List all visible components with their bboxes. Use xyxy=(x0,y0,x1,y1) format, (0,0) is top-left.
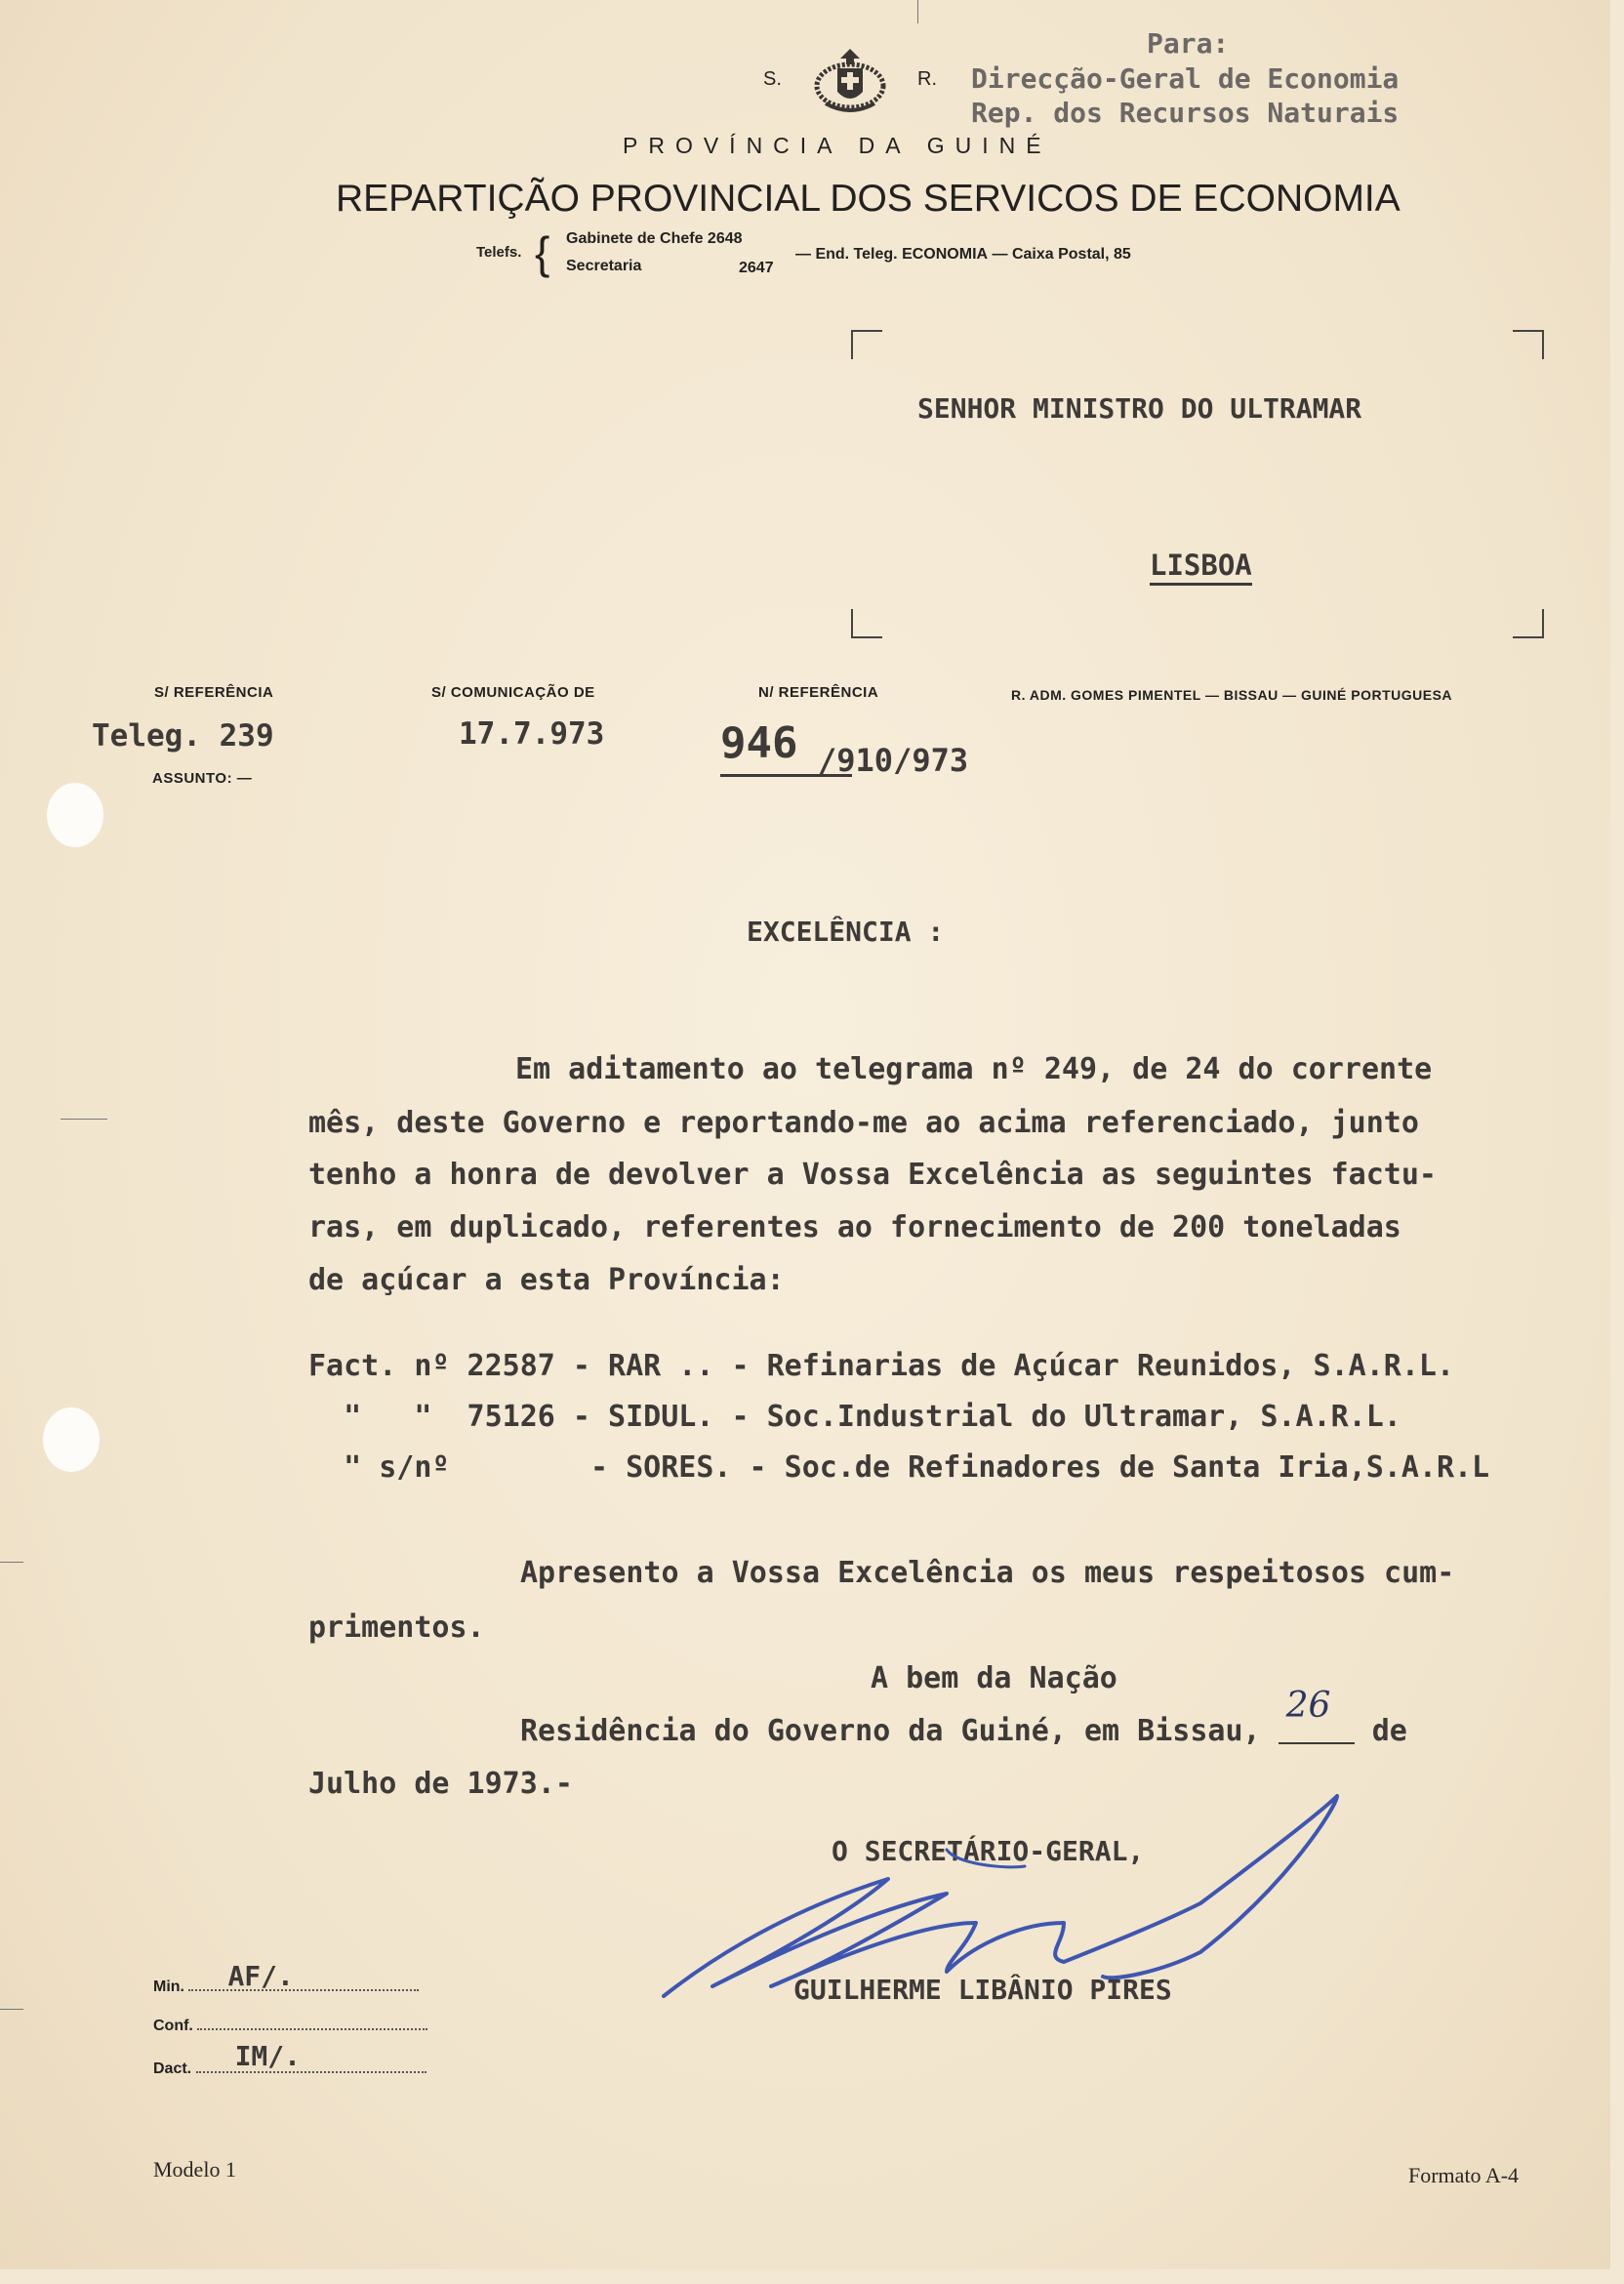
window-corner-br xyxy=(1513,609,1544,638)
s-com-label: S/ COMUNICAÇÃO DE xyxy=(431,684,595,701)
invoice-line-3: " s/nº - SORES. - Soc.de Refinadores de Santa Iria,S.A.R.L xyxy=(308,1450,1490,1485)
punch-hole-top xyxy=(47,783,103,847)
office-address: R. ADM. GOMES PIMENTEL — BISSAU — GUINÉ PORTUGUESA xyxy=(1011,687,1453,703)
crest-r: R. xyxy=(917,68,937,90)
signer-title: O SECRETÁRIO-GERAL, xyxy=(832,1835,1145,1867)
signer-name: GUILHERME LIBÂNIO PIRES xyxy=(793,1974,1172,2006)
gabinete-line: Gabinete de Chefe 2648 xyxy=(566,230,743,247)
n-ref-number: 946 xyxy=(720,718,852,777)
conf-label: Conf. xyxy=(153,2018,193,2034)
para2-line-2: primentos. xyxy=(308,1611,485,1645)
conf-row xyxy=(153,2013,427,2035)
window-corner-tr xyxy=(1513,330,1544,359)
para1-line-3: tenho a honra de devolver a Vossa Excelência as seguintes factu- xyxy=(308,1158,1437,1192)
crest-s: S. xyxy=(763,68,782,90)
margin-mark-3 xyxy=(0,2009,23,2010)
telefs-label: Telefs. xyxy=(476,244,522,261)
n-ref-label: N/ REFERÊNCIA xyxy=(758,684,879,701)
para-line-2: Rep. dos Recursos Naturais xyxy=(971,97,1400,129)
teleg-word: ECONOMIA xyxy=(902,246,989,263)
secretaria-label: Secretaria xyxy=(566,258,642,274)
para1-line-5: de açúcar a esta Província: xyxy=(308,1263,785,1297)
teleg-pre: — End. Teleg. xyxy=(795,246,898,263)
margin-mark-1 xyxy=(61,1119,107,1120)
place-prefix: Residência do Governo da Guiné, em Bissau, xyxy=(520,1714,1261,1748)
para2-line-1: Apresento a Vossa Excelência os meus respeitosos cum- xyxy=(520,1556,1455,1590)
salutation: EXCELÊNCIA : xyxy=(747,916,945,948)
assunto-label: ASSUNTO: — xyxy=(152,770,253,787)
place-line xyxy=(520,1686,1407,1748)
para-label: Para: xyxy=(1147,27,1230,60)
department-title: REPARTIÇÃO PROVINCIAL DOS SERVICOS DE ECONOMIA xyxy=(336,178,1401,220)
s-ref-value: Teleg. 239 xyxy=(92,718,274,754)
formato-label: Formato A-4 xyxy=(1408,2163,1520,2187)
dact-field xyxy=(196,2040,426,2073)
min-label: Min. xyxy=(153,1978,184,1995)
top-fold-mark xyxy=(917,0,918,23)
modelo-label: Modelo 1 xyxy=(153,2157,236,2182)
conf-field xyxy=(197,2013,427,2030)
date-line: Julho de 1973.- xyxy=(308,1767,573,1801)
min-row xyxy=(153,1960,419,1996)
n-ref-rest: /910/973 xyxy=(818,742,969,779)
invoice-line-2: " " 75126 - SIDUL. - Soc.Industrial do Ultramar, S.A.R.L. xyxy=(308,1400,1401,1434)
dact-value: IM/. xyxy=(234,2040,302,2072)
brace-icon: { xyxy=(535,227,550,278)
punch-hole-bottom xyxy=(43,1407,100,1472)
coat-of-arms-icon xyxy=(806,45,894,124)
para-line-1: Direcção-Geral de Economia xyxy=(971,62,1400,95)
para1-line-1: Em aditamento ao telegrama nº 249, de 24 do corrente xyxy=(515,1052,1433,1086)
para1-line-2: mês, deste Governo e reportando-me ao acima referenciado, junto xyxy=(308,1106,1419,1140)
para1-line-4: ras, em duplicado, referentes ao fornecimento de 200 toneladas xyxy=(308,1210,1401,1244)
window-corner-bl xyxy=(851,609,882,638)
handwritten-day: 26 xyxy=(1285,1686,1331,1726)
invoice-line-1: Fact. nº 22587 - RAR .. - Refinarias de Açúcar Reunidos, S.A.R.L. xyxy=(308,1349,1454,1383)
s-ref-label: S/ REFERÊNCIA xyxy=(154,684,274,701)
addressee-name: SENHOR MINISTRO DO ULTRAMAR xyxy=(917,392,1362,425)
telegraph-address xyxy=(795,246,1131,264)
dact-row xyxy=(153,2040,426,2078)
s-com-value: 17.7.973 xyxy=(459,716,605,752)
margin-mark-2 xyxy=(0,1562,23,1563)
min-field xyxy=(188,1960,419,1992)
window-corner-tl xyxy=(851,330,882,359)
dact-label: Dact. xyxy=(153,2060,192,2077)
province-title: PROVÍNCIA DA GUINÉ xyxy=(623,133,1052,158)
addressee-city: LISBOA xyxy=(1150,549,1252,586)
min-value: AF/. xyxy=(227,1960,294,1992)
teleg-post: — Caixa Postal, 85 xyxy=(992,246,1131,263)
place-day xyxy=(1279,1686,1355,1744)
closing-phrase: A bem da Nação xyxy=(871,1661,1117,1695)
secretaria-number: 2647 xyxy=(739,260,774,276)
place-suffix: de xyxy=(1371,1714,1407,1748)
